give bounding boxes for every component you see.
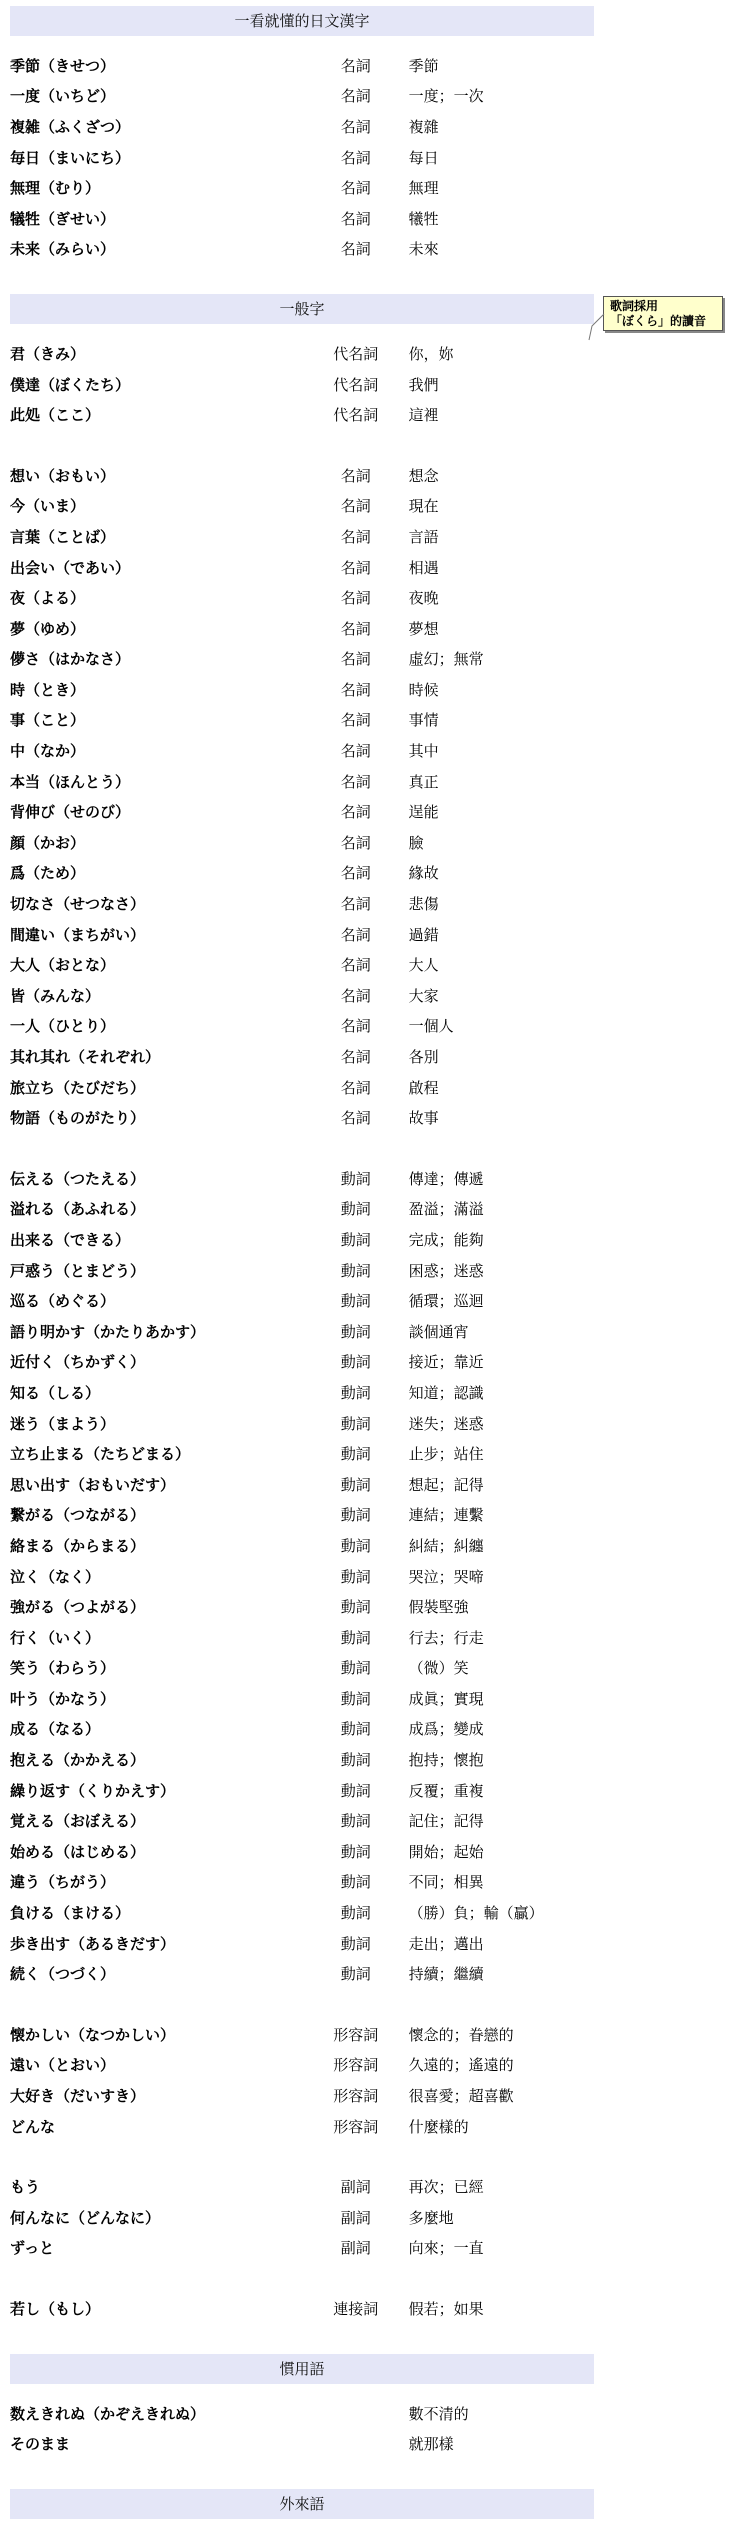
vocab-part-of-speech: 名詞: [340, 650, 371, 669]
vocab-word: 知る（しる）: [10, 1383, 101, 1402]
vocab-meaning: 啟程: [408, 1078, 439, 1097]
vocab-word: ずっと: [10, 2239, 55, 2258]
vocab-meaning: 反覆；重複: [408, 1781, 484, 1800]
vocab-row: [10, 1530, 594, 1561]
vocab-meaning: 哭泣；哭啼: [408, 1567, 484, 1586]
vocab-part-of-speech: 名詞: [340, 1048, 371, 1067]
vocab-meaning: 就那樣: [408, 2435, 454, 2454]
vocab-row: [10, 50, 594, 81]
vocab-word: 笑う（わらう）: [10, 1659, 116, 1678]
vocab-meaning: 多麼地: [408, 2208, 454, 2227]
vocab-part-of-speech: 形容詞: [333, 2087, 379, 2106]
vocab-word: 大好き（だいすき）: [10, 2087, 146, 2106]
vocab-word: 遠い（とおい）: [10, 2056, 116, 2075]
vocab-row: [10, 1653, 594, 1684]
vocab-meaning: 假若；如果: [408, 2299, 484, 2318]
vocab-row: [10, 1285, 594, 1316]
vocab-part-of-speech: 動詞: [340, 1934, 371, 1953]
vocab-row: [10, 1683, 594, 1714]
vocab-meaning: 想起；記得: [408, 1475, 484, 1494]
vocab-row: [10, 919, 594, 950]
vocab-row: [10, 1072, 594, 1103]
vocab-part-of-speech: 動詞: [340, 1812, 371, 1831]
vocab-word: 負ける（まける）: [10, 1904, 131, 1923]
vocab-word: 一度（いちど）: [10, 87, 116, 106]
vocab-word: 成る（なる）: [10, 1720, 101, 1739]
vocab-row: [10, 1102, 594, 1133]
vocab-word: 伝える（つたえる）: [10, 1169, 146, 1188]
vocab-part-of-speech: 動詞: [340, 1414, 371, 1433]
vocab-part-of-speech: 名詞: [340, 558, 371, 577]
vocab-meaning: 夢想: [408, 619, 439, 638]
vocab-meaning: 言語: [408, 527, 439, 546]
vocab-row: [10, 81, 594, 112]
vocab-word: 数えきれぬ（かぞえきれぬ）: [10, 2404, 206, 2423]
vocab-part-of-speech: 動詞: [340, 1965, 371, 1984]
vocab-word: 立ち止まる（たちどまる）: [10, 1445, 191, 1464]
vocab-row: [10, 172, 594, 203]
annotation-note: [603, 296, 723, 331]
header-spacer: [10, 36, 594, 50]
vocab-word: 僕達（ぼくたち）: [10, 375, 131, 394]
vocab-part-of-speech: 動詞: [340, 1445, 371, 1464]
vocab-meaning: 大人: [408, 956, 439, 975]
vocab-meaning: 現在: [408, 497, 439, 516]
vocab-meaning: 大家: [408, 986, 439, 1005]
vocab-row: [10, 858, 594, 889]
vocab-part-of-speech: 動詞: [340, 1751, 371, 1770]
vocab-meaning: 行去；行走: [408, 1628, 484, 1647]
vocab-row: [10, 1897, 594, 1928]
vocab-meaning: 記住；記得: [408, 1812, 484, 1831]
group-gap: [10, 1989, 594, 2019]
vocab-meaning: 緣故: [408, 864, 439, 883]
vocab-part-of-speech: 形容詞: [333, 2117, 379, 2136]
vocab-row: [10, 1011, 594, 1042]
note-line-1: 歌詞採用: [610, 299, 659, 313]
vocab-row: [10, 521, 594, 552]
vocab-meaning: 糾結；糾纏: [408, 1536, 484, 1555]
vocab-meaning: 知道；認識: [408, 1383, 484, 1402]
vocab-meaning: 久遠的；遙遠的: [408, 2056, 514, 2075]
vocab-meaning: 談個通宵: [408, 1322, 469, 1341]
vocab-meaning: 連結；連繫: [408, 1506, 484, 1525]
vocab-word: 時（とき）: [10, 680, 86, 699]
vocab-part-of-speech: 連接詞: [333, 2299, 379, 2318]
vocab-word: 大人（おとな）: [10, 956, 116, 975]
vocab-part-of-speech: 動詞: [340, 1842, 371, 1861]
vocab-row: [10, 2233, 594, 2264]
vocab-word: 語り明かす（かたりあかす）: [10, 1322, 206, 1341]
vocab-word: 其れ其れ（それぞれ）: [10, 1048, 161, 1067]
vocab-row: [10, 1377, 594, 1408]
vocab-part-of-speech: 動詞: [340, 1261, 371, 1280]
vocab-part-of-speech: 動詞: [340, 1659, 371, 1678]
section-gap: [10, 264, 594, 294]
vocab-word: 近付く（ちかずく）: [10, 1353, 146, 1372]
vocab-meaning: 什麼樣的: [408, 2117, 469, 2136]
vocab-row: [10, 1500, 594, 1531]
vocab-meaning: 複雜: [408, 117, 439, 136]
vocab-word: 抱える（かかえる）: [10, 1751, 146, 1770]
section-gap: [10, 2324, 594, 2354]
vocab-word: 想い（おもい）: [10, 466, 116, 485]
vocab-word: 違う（ちがう）: [10, 1873, 116, 1892]
vocab-row: [10, 1561, 594, 1592]
vocab-word: 間違い（まちがい）: [10, 925, 146, 944]
vocab-row: [10, 491, 594, 522]
section-header: 外來語: [10, 2489, 594, 2519]
vocab-meaning: 時候: [408, 680, 439, 699]
vocab-word: 何んなに（どんなに）: [10, 2208, 161, 2227]
vocab-meaning: 這裡: [408, 406, 439, 425]
vocab-row: [10, 1347, 594, 1378]
vocab-part-of-speech: 動詞: [340, 1873, 371, 1892]
vocab-row: [10, 1163, 594, 1194]
vocab-part-of-speech: 動詞: [340, 1598, 371, 1617]
vocab-meaning: 走出；邁出: [408, 1934, 484, 1953]
vocab-row: [10, 1805, 594, 1836]
group-gap: [10, 2263, 594, 2293]
vocab-word: 夢（ゆめ）: [10, 619, 86, 638]
vocab-part-of-speech: 動詞: [340, 1720, 371, 1739]
vocab-meaning: 假裝堅強: [408, 1598, 469, 1617]
vocab-meaning: 懷念的；眷戀的: [408, 2025, 514, 2044]
vocab-row: [10, 1408, 594, 1439]
vocab-word: 若し（もし）: [10, 2299, 101, 2318]
vocab-row: [10, 460, 594, 491]
vocab-meaning: 循環；巡迴: [408, 1292, 484, 1311]
vocab-part-of-speech: 名詞: [340, 742, 371, 761]
group-gap: [10, 2141, 594, 2171]
vocab-row: [10, 111, 594, 142]
vocab-row: [10, 705, 594, 736]
vocab-word: 懐かしい（なつかしい）: [10, 2025, 176, 2044]
vocab-meaning: 我們: [408, 375, 439, 394]
vocab-meaning: 悲傷: [408, 895, 439, 914]
vocab-row: [10, 552, 594, 583]
vocab-meaning: 接近；靠近: [408, 1353, 484, 1372]
vocab-meaning: 虛幻；無常: [408, 650, 484, 669]
vocab-row: [10, 644, 594, 675]
vocab-word: 複雑（ふくざつ）: [10, 117, 131, 136]
vocab-row: [10, 827, 594, 858]
vocab-row: [10, 888, 594, 919]
vocab-meaning: 犧牲: [408, 209, 439, 228]
vocab-meaning: 完成；能夠: [408, 1230, 484, 1249]
vocab-part-of-speech: 形容詞: [333, 2056, 379, 2075]
vocab-meaning: 無理: [408, 179, 439, 198]
vocab-meaning: 故事: [408, 1109, 439, 1128]
group-gap: [10, 430, 594, 460]
vocab-row: [10, 2080, 594, 2111]
vocab-word: 繋がる（つながる）: [10, 1506, 146, 1525]
vocab-part-of-speech: 動詞: [340, 1536, 371, 1555]
header-spacer: [10, 2384, 594, 2398]
vocab-word: そのまま: [10, 2435, 71, 2454]
vocab-part-of-speech: 名詞: [340, 466, 371, 485]
vocab-word: もう: [10, 2178, 41, 2197]
vocab-word: 絡まる（からまる）: [10, 1536, 146, 1555]
vocab-part-of-speech: 動詞: [340, 1169, 371, 1188]
vocab-word: 事（こと）: [10, 711, 86, 730]
vocab-meaning: 傳達；傳遞: [408, 1169, 484, 1188]
vocab-part-of-speech: 名詞: [340, 1109, 371, 1128]
vocab-part-of-speech: 動詞: [340, 1475, 371, 1494]
vocab-word: 旅立ち（たびだち）: [10, 1078, 146, 1097]
vocab-part-of-speech: 名詞: [340, 986, 371, 1005]
vocab-part-of-speech: 名詞: [340, 803, 371, 822]
vocab-part-of-speech: 副詞: [340, 2208, 371, 2227]
vocab-row: [10, 234, 594, 265]
section-gap: [10, 2459, 594, 2489]
vocab-part-of-speech: 名詞: [340, 925, 371, 944]
vocab-row: [10, 1836, 594, 1867]
vocab-part-of-speech: 動詞: [340, 1383, 371, 1402]
vocab-word: 爲（ため）: [10, 864, 86, 883]
vocab-row: [10, 1622, 594, 1653]
vocab-part-of-speech: 動詞: [340, 1322, 371, 1341]
vocab-part-of-speech: 名詞: [340, 772, 371, 791]
vocab-word: 出来る（できる）: [10, 1230, 131, 1249]
vocab-word: 背伸び（せのび）: [10, 803, 131, 822]
vocab-row: [10, 674, 594, 705]
vocab-row: [10, 1928, 594, 1959]
vocab-part-of-speech: 名詞: [340, 87, 371, 106]
vocab-meaning: 事情: [408, 711, 439, 730]
vocab-meaning: 開始；起始: [408, 1842, 484, 1861]
vocab-meaning: 未來: [408, 240, 439, 259]
vocab-word: 顔（かお）: [10, 833, 86, 852]
vocab-part-of-speech: 動詞: [340, 1628, 371, 1647]
vocab-row: [10, 1469, 594, 1500]
vocab-row: [10, 2019, 594, 2050]
vocab-part-of-speech: 動詞: [340, 1689, 371, 1708]
vocab-part-of-speech: 名詞: [340, 209, 371, 228]
vocab-part-of-speech: 名詞: [340, 619, 371, 638]
vocab-word: 行く（いく）: [10, 1628, 101, 1647]
vocab-part-of-speech: 動詞: [340, 1506, 371, 1525]
vocab-meaning: 過錯: [408, 925, 439, 944]
vocab-part-of-speech: 名詞: [340, 117, 371, 136]
group-gap: [10, 1133, 594, 1163]
vocab-row: [10, 582, 594, 613]
vocab-part-of-speech: 名詞: [340, 1017, 371, 1036]
vocab-meaning: 夜晚: [408, 589, 439, 608]
vocab-part-of-speech: 名詞: [340, 895, 371, 914]
vocab-meaning: 數不清的: [408, 2404, 469, 2423]
vocab-meaning: 臉: [408, 833, 424, 852]
vocab-part-of-speech: 名詞: [340, 527, 371, 546]
vocab-part-of-speech: 副詞: [340, 2239, 371, 2258]
header-spacer: [10, 324, 594, 338]
vocab-row: [10, 1744, 594, 1775]
vocab-word: 未来（みらい）: [10, 240, 116, 259]
vocab-word: 君（きみ）: [10, 344, 86, 363]
vocab-word: 此処（ここ）: [10, 406, 101, 425]
vocab-meaning: 逞能: [408, 803, 439, 822]
vocab-part-of-speech: 代名詞: [333, 375, 379, 394]
vocab-row: [10, 1224, 594, 1255]
vocab-row: [10, 2202, 594, 2233]
vocab-word: 始める（はじめる）: [10, 1842, 146, 1861]
vocab-word: 季節（きせつ）: [10, 56, 116, 75]
vocab-row: [10, 1958, 594, 1989]
vocab-meaning: 抱持；懷抱: [408, 1751, 484, 1770]
vocab-word: 一人（ひとり）: [10, 1017, 116, 1036]
vocab-word: 中（なか）: [10, 742, 86, 761]
vocab-word: 切なさ（せつなさ）: [10, 895, 146, 914]
vocab-row: [10, 1438, 594, 1469]
note-line-2: 「ぼくら」的讀音: [610, 314, 707, 328]
vocab-word: 繰り返す（くりかえす）: [10, 1781, 176, 1800]
vocab-meaning: 每日: [408, 148, 439, 167]
vocab-meaning: 成眞；實現: [408, 1689, 484, 1708]
vocab-part-of-speech: 形容詞: [333, 2025, 379, 2044]
vocab-meaning: 真正: [408, 772, 439, 791]
vocab-row: [10, 1591, 594, 1622]
vocab-word: 溢れる（あふれる）: [10, 1200, 146, 1219]
vocab-word: 物語（ものがたり）: [10, 1109, 146, 1128]
vocab-part-of-speech: 動詞: [340, 1292, 371, 1311]
vocab-part-of-speech: 動詞: [340, 1904, 371, 1923]
vocab-word: 出会い（であい）: [10, 558, 131, 577]
vocab-row: [10, 1714, 594, 1745]
vocab-meaning: 止步；站住: [408, 1445, 484, 1464]
vocab-part-of-speech: 名詞: [340, 711, 371, 730]
vocab-part-of-speech: 副詞: [340, 2178, 371, 2197]
vocab-row: [10, 1775, 594, 1806]
vocab-word: 強がる（つよがる）: [10, 1598, 146, 1617]
section-header: 一般字: [10, 294, 594, 324]
vocab-word: 犠牲（ぎせい）: [10, 209, 116, 228]
vocab-word: 叶う（かなう）: [10, 1689, 116, 1708]
vocab-part-of-speech: 名詞: [340, 1078, 371, 1097]
vocab-part-of-speech: 名詞: [340, 589, 371, 608]
vocab-part-of-speech: 代名詞: [333, 344, 379, 363]
vocab-word: 言葉（ことば）: [10, 527, 116, 546]
vocab-meaning: 一度；一次: [408, 87, 484, 106]
vocab-row: [10, 735, 594, 766]
vocab-meaning: 迷失；迷惑: [408, 1414, 484, 1433]
vocab-row: [10, 203, 594, 234]
vocab-meaning: （微）笑: [408, 1659, 469, 1678]
vocab-meaning: 向來；一直: [408, 2239, 484, 2258]
vocab-meaning: 季節: [408, 56, 439, 75]
vocab-meaning: 持續；繼續: [408, 1965, 484, 1984]
vocab-meaning: 再次；已經: [408, 2178, 484, 2197]
vocab-word: 儚さ（はかなさ）: [10, 650, 131, 669]
vocab-part-of-speech: 名詞: [340, 56, 371, 75]
vocab-meaning: 想念: [408, 466, 439, 485]
vocab-word: 思い出す（おもいだす）: [10, 1475, 176, 1494]
vocab-row: [10, 980, 594, 1011]
vocab-part-of-speech: 名詞: [340, 833, 371, 852]
vocab-word: 皆（みんな）: [10, 986, 101, 1005]
vocab-row: [10, 1041, 594, 1072]
vocab-part-of-speech: 名詞: [340, 148, 371, 167]
vocab-word: 歩き出す（あるきだす）: [10, 1934, 176, 1953]
vocab-row: [10, 1194, 594, 1225]
vocab-row: [10, 766, 594, 797]
vocab-row: [10, 2171, 594, 2202]
vocab-word: 今（いま）: [10, 497, 86, 516]
vocab-word: 覚える（おぼえる）: [10, 1812, 146, 1831]
vocab-row: [10, 399, 594, 430]
vocab-meaning: 成爲；變成: [408, 1720, 484, 1739]
vocab-row: [10, 949, 594, 980]
vocab-word: 夜（よる）: [10, 589, 86, 608]
vocab-row: [10, 338, 594, 369]
vocab-word: 本当（ほんとう）: [10, 772, 131, 791]
vocab-word: 続く（つづく）: [10, 1965, 116, 1984]
vocab-word: 毎日（まいにち）: [10, 148, 131, 167]
vocab-meaning: 很喜愛；超喜歡: [408, 2087, 514, 2106]
vocab-part-of-speech: 名詞: [340, 179, 371, 198]
vocab-part-of-speech: 名詞: [340, 956, 371, 975]
vocab-part-of-speech: 動詞: [340, 1230, 371, 1249]
vocab-part-of-speech: 動詞: [340, 1567, 371, 1586]
vocab-meaning: （勝）負；輸（贏）: [408, 1904, 544, 1923]
vocab-part-of-speech: 動詞: [340, 1200, 371, 1219]
vocab-meaning: 困惑；迷惑: [408, 1261, 484, 1280]
vocab-meaning: 各別: [408, 1048, 439, 1067]
vocab-row: [10, 1255, 594, 1286]
header-spacer: [10, 2519, 594, 2533]
vocab-part-of-speech: 名詞: [340, 240, 371, 259]
note-pointer-arrow: [588, 312, 606, 342]
vocabulary-list: [10, 6, 594, 2533]
vocab-row: [10, 2111, 594, 2142]
vocab-row: [10, 369, 594, 400]
vocab-meaning: 其中: [408, 742, 439, 761]
vocab-part-of-speech: 名詞: [340, 497, 371, 516]
vocab-word: 無理（むり）: [10, 179, 101, 198]
vocab-word: 迷う（まよう）: [10, 1414, 116, 1433]
section-header: 一看就懂的日文漢字: [10, 6, 594, 36]
section-header: 慣用語: [10, 2354, 594, 2384]
vocab-meaning: 一個人: [408, 1017, 454, 1036]
vocab-word: 巡る（めぐる）: [10, 1292, 116, 1311]
vocab-meaning: 你，妳: [408, 344, 454, 363]
vocab-row: [10, 1316, 594, 1347]
vocab-row: [10, 613, 594, 644]
vocab-part-of-speech: 名詞: [340, 864, 371, 883]
vocab-part-of-speech: 動詞: [340, 1353, 371, 1372]
vocab-row: [10, 2428, 594, 2459]
vocab-word: 戸惑う（とまどう）: [10, 1261, 146, 1280]
vocab-meaning: 不同；相異: [408, 1873, 484, 1892]
vocab-row: [10, 2398, 594, 2429]
vocab-meaning: 相遇: [408, 558, 439, 577]
vocab-row: [10, 142, 594, 173]
vocab-part-of-speech: 名詞: [340, 680, 371, 699]
vocab-part-of-speech: 動詞: [340, 1781, 371, 1800]
vocab-row: [10, 1867, 594, 1898]
vocab-word: どんな: [10, 2117, 56, 2136]
vocab-part-of-speech: 代名詞: [333, 406, 379, 425]
vocab-meaning: 盈溢；滿溢: [408, 1200, 484, 1219]
vocab-row: [10, 796, 594, 827]
vocab-word: 泣く（なく）: [10, 1567, 101, 1586]
vocab-row: [10, 2293, 594, 2324]
vocab-row: [10, 2050, 594, 2081]
